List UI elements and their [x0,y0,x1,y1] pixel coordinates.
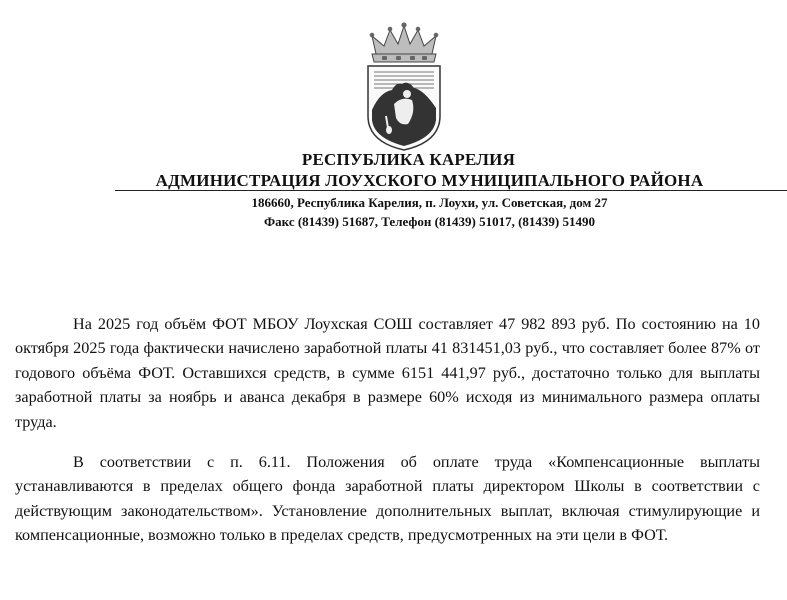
coat-of-arms-icon [362,20,446,152]
letter-body [15,312,760,564]
administration-name: АДМИНИСТРАЦИЯ ЛОУХСКОГО МУНИЦИПАЛЬНОГО РАЙОНА [155,171,704,190]
body-paragraph-1: На 2025 год объём ФОТ МБОУ Лоухская СОШ составляет 47 982 893 руб. По состоянию на 10 октября 2025 года фактически начислено заработной платы 41 831451,03 руб., что составляет более 87% от годового объёма ФОТ. Оставшихся средств, в сумме 6151 441,97 руб., достаточно только для выплаты заработной платы за ноябрь и аванса декабря в размере 60% исходя из минимального размера оплаты труда. [15,315,760,431]
contact-phones: Факс (81439) 51687, Телефон (81439) 51017, (81439) 51490 [264,214,595,229]
address-block [0,193,787,231]
republic-name: РЕСПУБЛИКА КАРЕЛИЯ [301,150,516,169]
header-divider [115,190,787,191]
body-paragraph-2: В соответствии с п. 6.11. Положения об оплате труда «Компенсационные выплаты устанавливаются в пределах общего фонда заработной платы директором Школы в соответствии с действующим законодательством». Установление дополнительных выплат, включая стимулирующие и компенсационные, возможно только в пределах средств, предусмотренных на эти цели в ФОТ. [15,453,760,545]
postal-address: 186660, Республика Карелия, п. Лоухи, ул. Советская, дом 27 [251,195,608,210]
letterhead-title [0,149,787,192]
